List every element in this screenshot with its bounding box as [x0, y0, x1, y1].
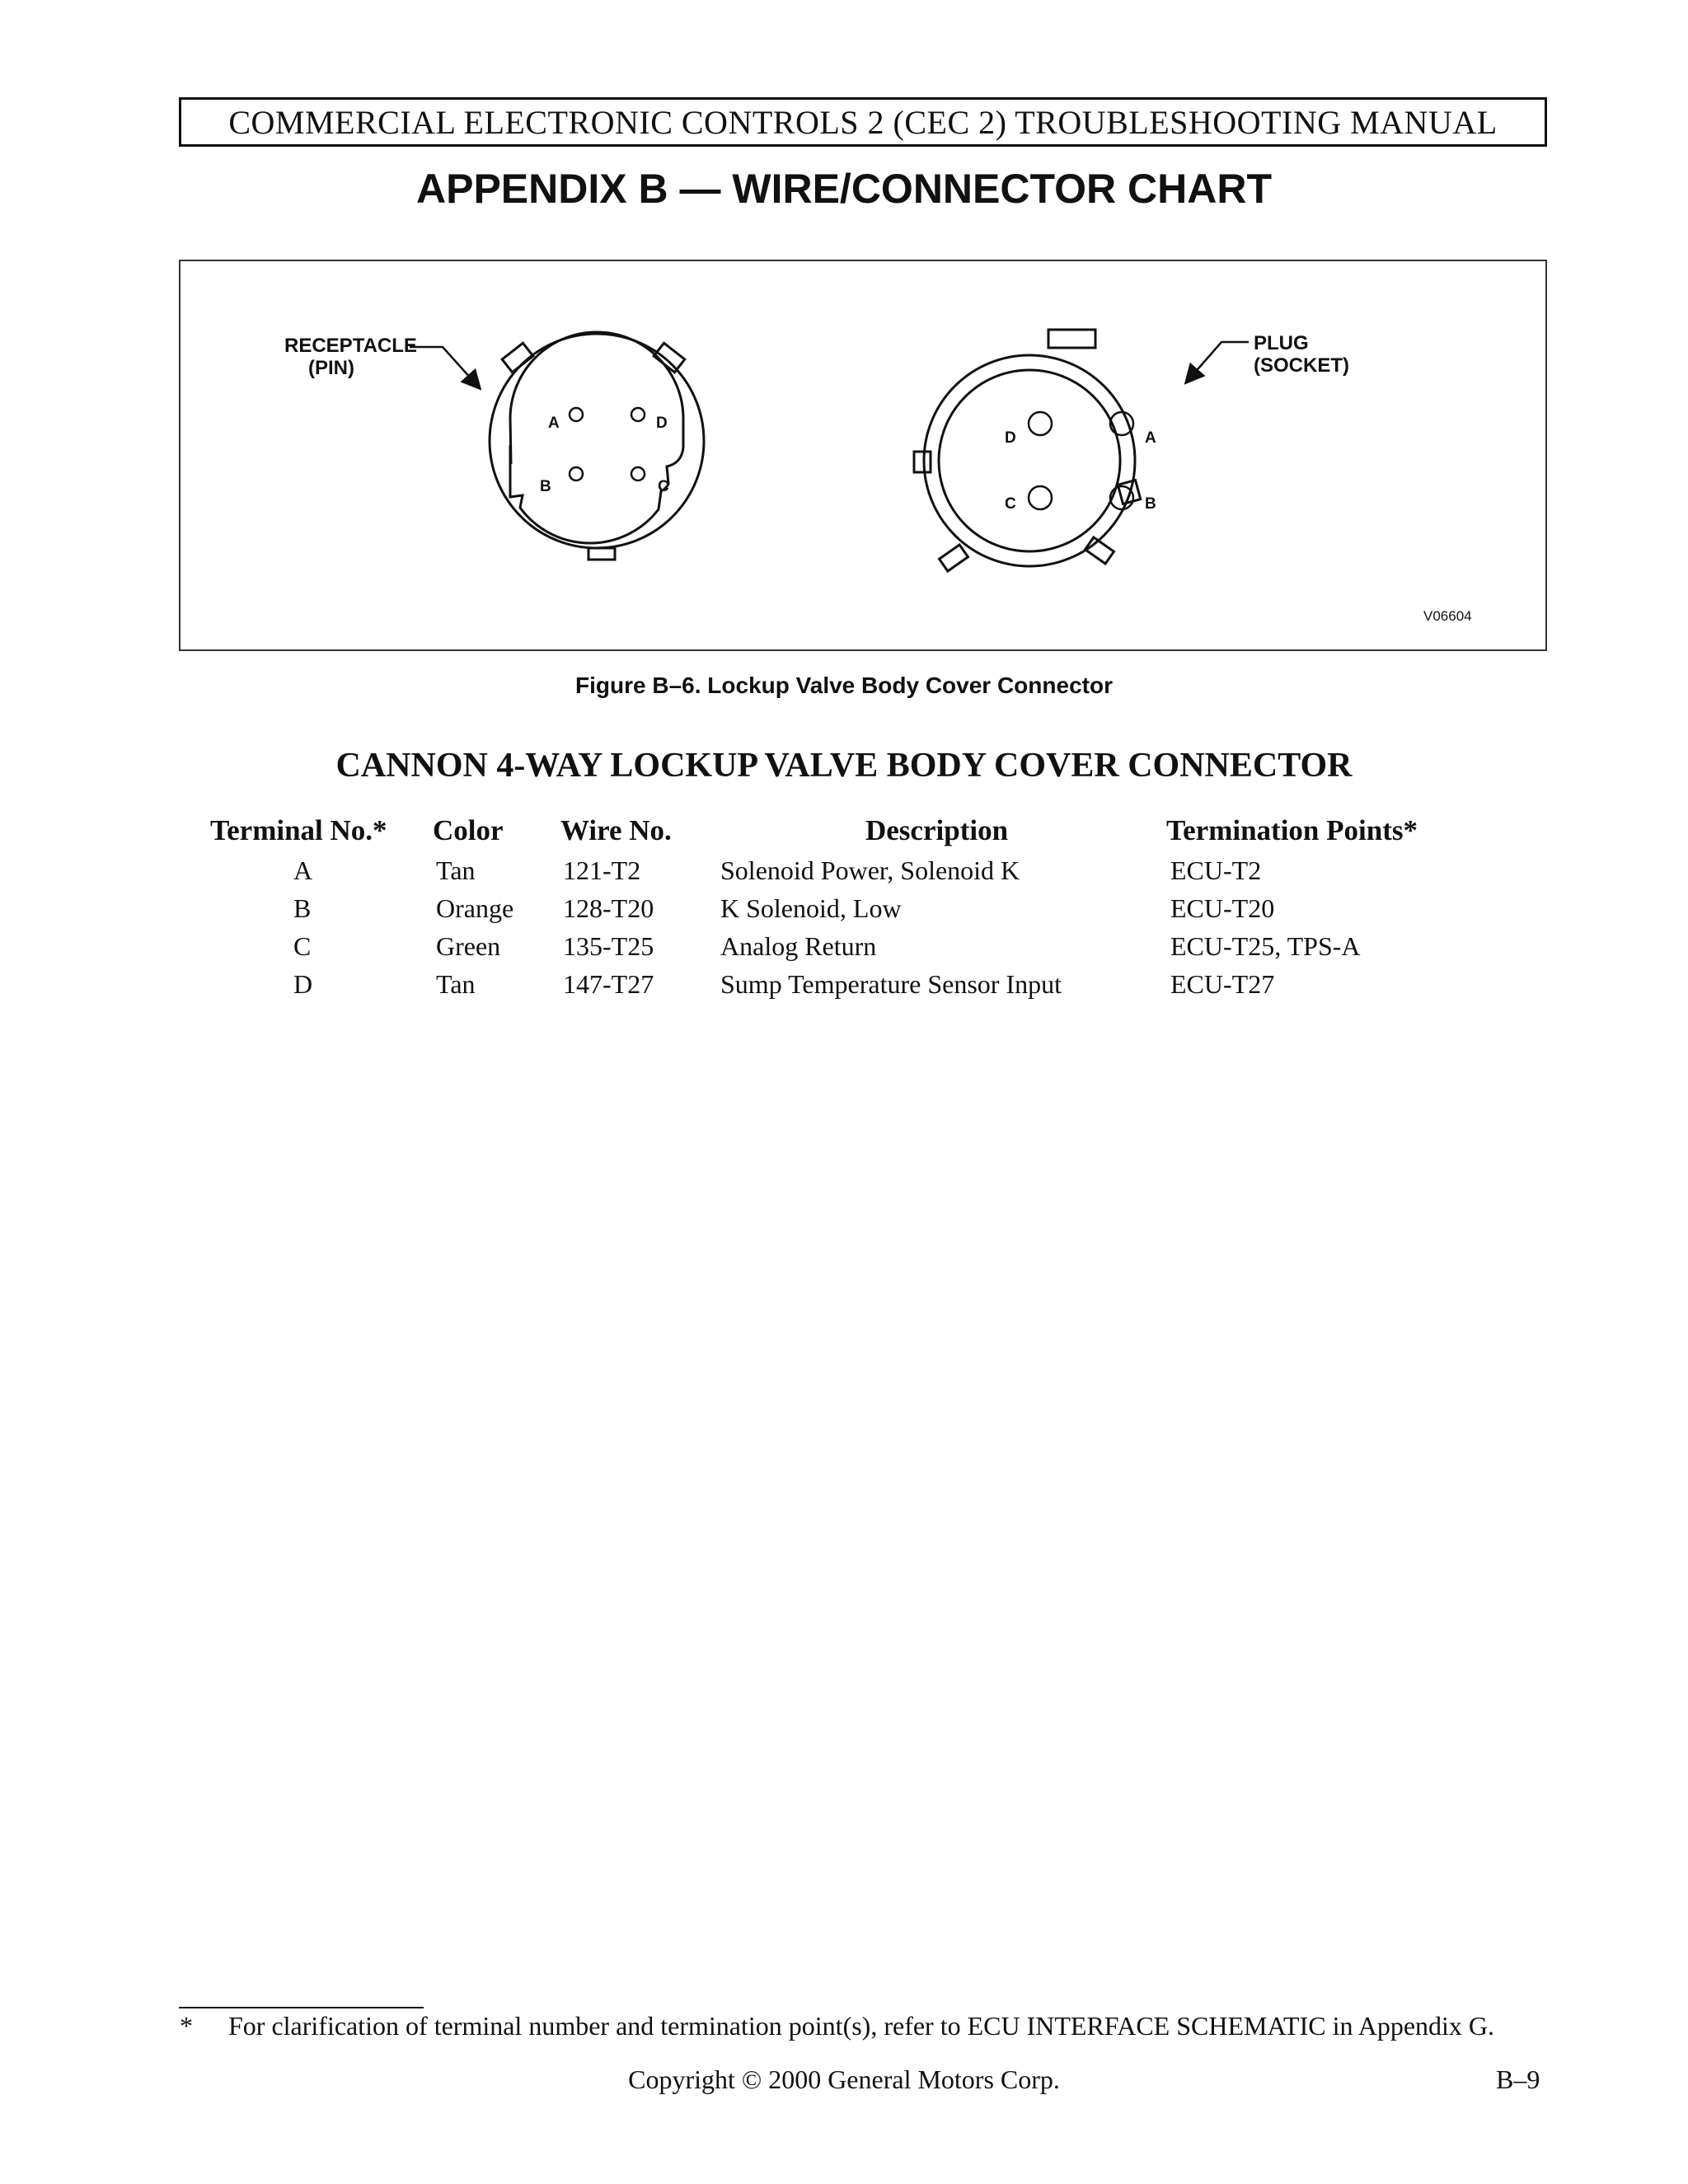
connector-figure: [179, 260, 1547, 651]
cell-termination: ECU-T20: [1170, 893, 1275, 923]
receptacle-connector: [490, 332, 704, 560]
appendix-title: APPENDIX B — WIRE/CONNECTOR CHART: [415, 166, 1272, 212]
header-description: Description: [865, 814, 1009, 846]
cell-description: Analog Return: [720, 931, 877, 961]
header-terminal: Terminal No.*: [210, 814, 387, 846]
plug-sockets: [1029, 412, 1133, 509]
cell-terminal: B: [293, 893, 312, 923]
receptacle-pin-c-label: C: [658, 478, 669, 495]
receptacle-pin-b-label: B: [540, 478, 551, 495]
manual-header: [179, 97, 1547, 147]
table-title: CANNON 4-WAY LOCKUP VALVE BODY COVER CONNECTOR: [335, 747, 1353, 785]
cell-terminal: C: [293, 931, 312, 961]
cell-termination: ECU-T25, TPS-A: [1170, 931, 1361, 961]
receptacle-pin-c: [631, 467, 645, 480]
cell-color: Orange: [436, 893, 514, 923]
page-number: B–9: [1496, 2064, 1540, 2094]
cell-terminal: A: [293, 855, 313, 885]
receptacle-pin-a: [570, 408, 583, 421]
cell-termination: ECU-T2: [1170, 855, 1262, 885]
plug-socket-d: [1029, 412, 1052, 435]
figure-code: V06604: [1423, 608, 1472, 624]
cell-description: Solenoid Power, Solenoid K: [720, 855, 1020, 885]
plug-leader-line: [1187, 342, 1249, 382]
header-wire: Wire No.: [560, 814, 672, 846]
copyright-notice: Copyright © 2000 General Motors Corp.: [628, 2064, 1060, 2094]
plug-connector: [914, 330, 1141, 571]
plug-socket-c-label: C: [1005, 495, 1016, 513]
plug-socket-b-label: B: [1145, 495, 1156, 513]
cell-termination: ECU-T27: [1170, 969, 1275, 999]
header-termination: Termination Points*: [1166, 814, 1418, 846]
cell-color: Tan: [436, 969, 476, 999]
plug-label-line1: PLUG: [1254, 332, 1309, 354]
cell-wire: 147-T27: [563, 969, 654, 999]
footnote-marker: *: [180, 2011, 193, 2041]
receptacle-pins: [570, 408, 645, 480]
receptacle-pin-d-label: D: [656, 415, 668, 432]
cell-wire: 128-T20: [563, 893, 654, 923]
footnote-divider: [179, 2007, 424, 2008]
figure-caption: Figure B–6. Lockup Valve Body Cover Connector: [575, 673, 1113, 698]
plug-socket-a-label: A: [1145, 429, 1156, 447]
cell-wire: 135-T25: [563, 931, 654, 961]
cell-color: Tan: [436, 855, 476, 885]
receptacle-pin-d: [631, 408, 645, 421]
footnote-text: For clarification of terminal number and termination point(s), refer to ECU INTERFACE SCHEMATIC in Appendix G.: [228, 2011, 1495, 2041]
plug-socket-c: [1029, 486, 1052, 509]
receptacle-leader-line: [410, 347, 479, 387]
cell-description: K Solenoid, Low: [720, 893, 902, 923]
cell-wire: 121-T2: [563, 855, 641, 885]
receptacle-pin-b: [570, 467, 583, 480]
table-row: [0, 969, 1688, 1007]
cell-terminal: D: [293, 969, 313, 999]
header-color: Color: [433, 814, 504, 846]
table-row: [0, 931, 1688, 969]
connector-diagram: [181, 261, 1549, 653]
plug-socket-a: [1110, 412, 1133, 435]
receptacle-label-line1: RECEPTACLE: [284, 335, 417, 357]
manual-title: COMMERCIAL ELECTRONIC CONTROLS 2 (CEC 2) TROUBLESHOOTING MANUAL: [228, 103, 1498, 141]
plug-socket-d-label: D: [1005, 429, 1016, 447]
cell-color: Green: [436, 931, 501, 961]
cell-description: Sump Temperature Sensor Input: [720, 969, 1062, 999]
table-row: [0, 893, 1688, 931]
receptacle-pin-a-label: A: [548, 415, 560, 432]
plug-label-line2: (SOCKET): [1254, 354, 1349, 377]
receptacle-label-line2: (PIN): [308, 357, 354, 379]
table-row: [0, 855, 1688, 893]
